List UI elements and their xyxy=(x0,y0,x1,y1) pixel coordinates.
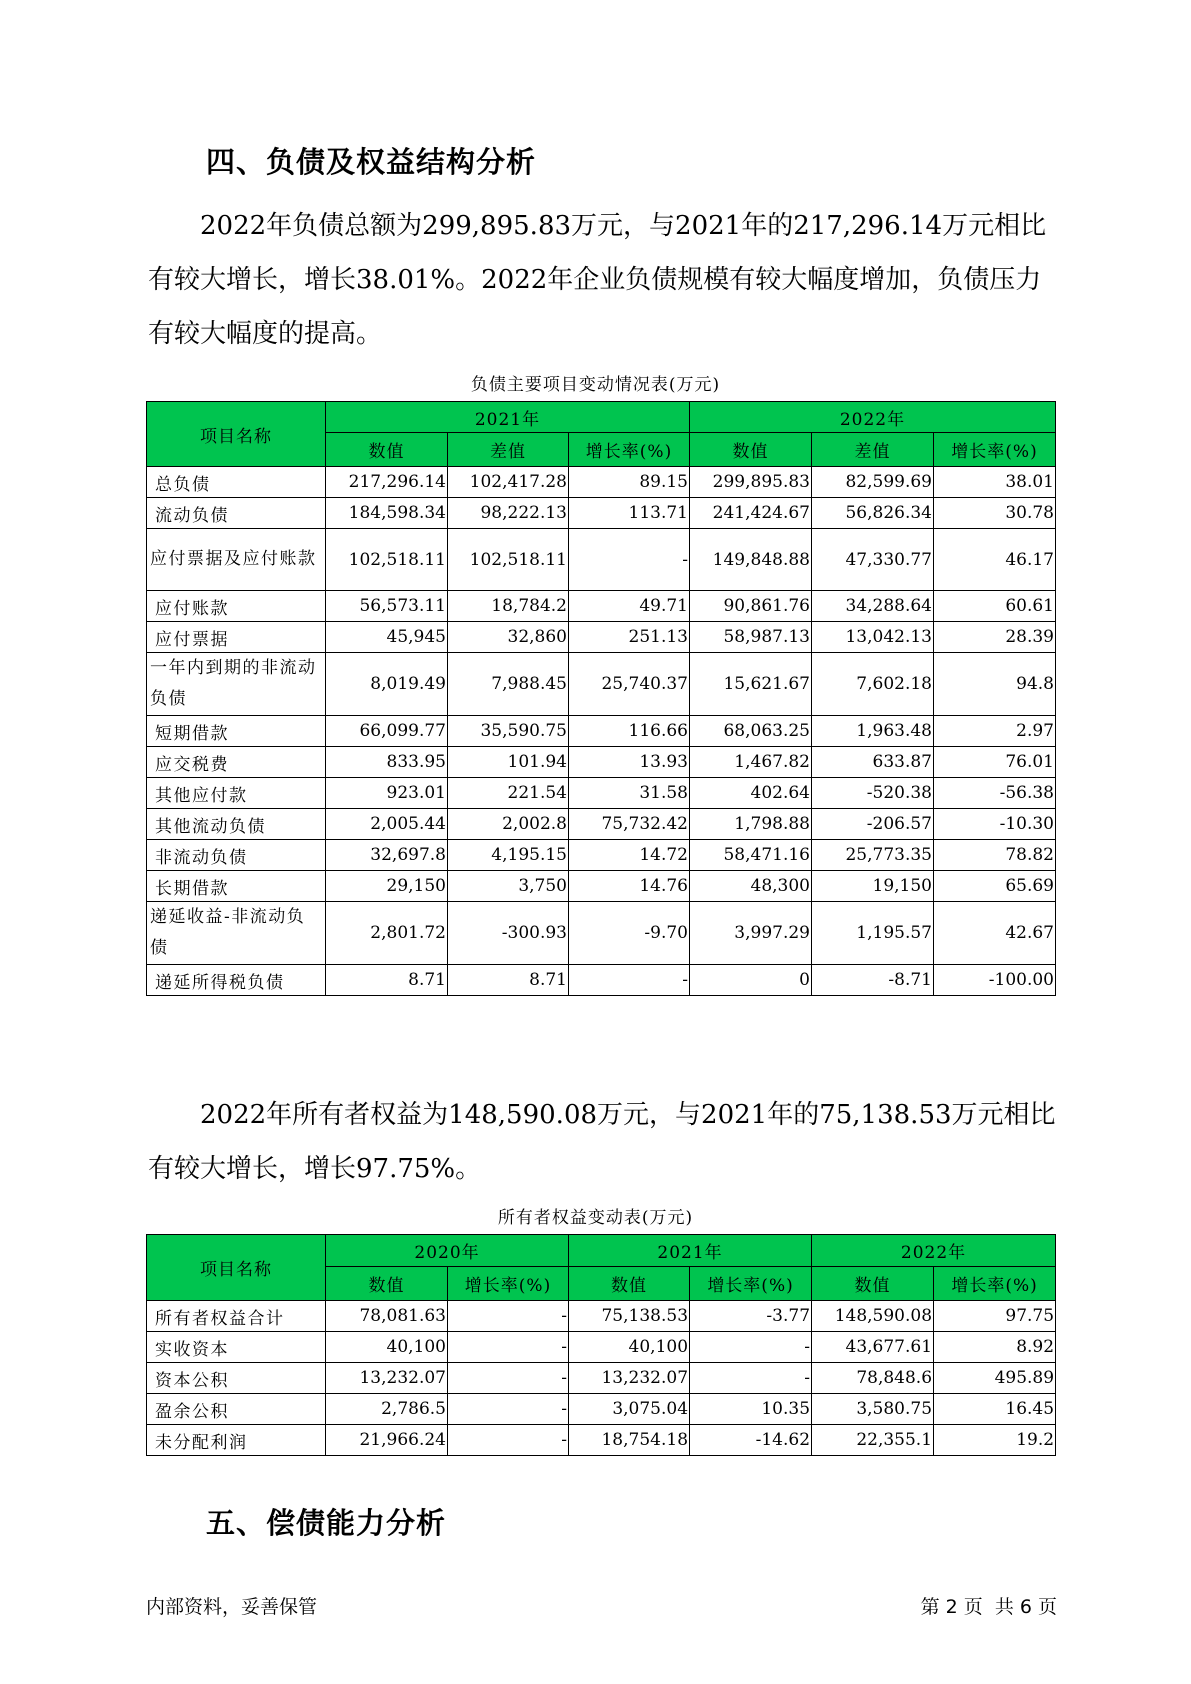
table-row xyxy=(147,1301,1056,1332)
table-cell: -100.00 xyxy=(934,965,1056,996)
table-cell: 22,355.1 xyxy=(812,1425,934,1456)
table-cell: 2,005.44 xyxy=(326,809,448,840)
table-cell: 3,075.04 xyxy=(569,1394,690,1425)
table-cell: 75,732.42 xyxy=(569,809,690,840)
table-cell: 14.72 xyxy=(569,840,690,871)
table-cell: -3.77 xyxy=(690,1301,812,1332)
table-cell: 148,590.08 xyxy=(812,1301,934,1332)
row-label: 递延收益-非流动负债 xyxy=(147,902,326,965)
row-label: 递延所得税负债 xyxy=(147,965,326,996)
table-row xyxy=(147,716,1056,747)
header-item-name: 项目名称 xyxy=(147,402,326,467)
table-row xyxy=(147,498,1056,529)
table-cell: 58,987.13 xyxy=(690,622,812,653)
table-cell: 4,195.15 xyxy=(448,840,569,871)
table-cell: 18,754.18 xyxy=(569,1425,690,1456)
table-cell: 13,232.07 xyxy=(326,1363,448,1394)
row-label: 流动负债 xyxy=(147,498,326,529)
table-cell: 251.13 xyxy=(569,622,690,653)
row-label: 实收资本 xyxy=(147,1332,326,1363)
table-cell: 402.64 xyxy=(690,778,812,809)
table-cell: 0 xyxy=(690,965,812,996)
header-year-2021: 2021年 xyxy=(569,1235,812,1267)
table-cell: 7,602.18 xyxy=(812,653,934,716)
table-cell: 42.67 xyxy=(934,902,1056,965)
table-cell: 113.71 xyxy=(569,498,690,529)
table-cell: 43,677.61 xyxy=(812,1332,934,1363)
table-cell: 13,232.07 xyxy=(569,1363,690,1394)
header-value: 数值 xyxy=(326,433,448,467)
table-cell: 29,150 xyxy=(326,871,448,902)
row-label: 短期借款 xyxy=(147,716,326,747)
table-cell: 116.66 xyxy=(569,716,690,747)
liabilities-table-caption: 负债主要项目变动情况表(万元) xyxy=(470,375,721,395)
table-cell: 89.15 xyxy=(569,467,690,498)
table-cell: 35,590.75 xyxy=(448,716,569,747)
table-row xyxy=(147,747,1056,778)
table-row xyxy=(147,778,1056,809)
equity-paragraph xyxy=(148,1088,1060,1196)
row-label: 其他应付款 xyxy=(147,778,326,809)
table-cell: 16.45 xyxy=(934,1394,1056,1425)
table-cell: 3,750 xyxy=(448,871,569,902)
table-cell: 8.92 xyxy=(934,1332,1056,1363)
table-cell: 21,966.24 xyxy=(326,1425,448,1456)
table-cell: - xyxy=(448,1301,569,1332)
table-cell: - xyxy=(569,965,690,996)
table-cell: 48,300 xyxy=(690,871,812,902)
table-cell: 66,099.77 xyxy=(326,716,448,747)
table-cell: 2,002.8 xyxy=(448,809,569,840)
equity-table-caption: 所有者权益变动表(万元) xyxy=(497,1208,694,1228)
table-cell: 30.78 xyxy=(934,498,1056,529)
table-cell: 101.94 xyxy=(448,747,569,778)
table-row xyxy=(147,1394,1056,1425)
table-row xyxy=(147,965,1056,996)
header-year-2021: 2021年 xyxy=(326,402,690,433)
table-cell: 32,860 xyxy=(448,622,569,653)
table-cell: 102,518.11 xyxy=(448,529,569,591)
table-cell: 56,826.34 xyxy=(812,498,934,529)
table-row xyxy=(147,467,1056,498)
table-row xyxy=(147,1363,1056,1394)
header-year-2022: 2022年 xyxy=(690,402,1056,433)
header-growth: 增长率(%) xyxy=(934,1267,1056,1301)
table-cell: 833.95 xyxy=(326,747,448,778)
table-cell: 68,063.25 xyxy=(690,716,812,747)
table-cell: 45,945 xyxy=(326,622,448,653)
row-label: 未分配利润 xyxy=(147,1425,326,1456)
row-label: 非流动负债 xyxy=(147,840,326,871)
table-row xyxy=(147,902,1056,965)
table-row xyxy=(147,529,1056,591)
table-cell: 31.58 xyxy=(569,778,690,809)
table-cell: -206.57 xyxy=(812,809,934,840)
table-cell: 1,798.88 xyxy=(690,809,812,840)
table-row xyxy=(147,591,1056,622)
table-cell: 8,019.49 xyxy=(326,653,448,716)
table-cell: 75,138.53 xyxy=(569,1301,690,1332)
row-label: 总负债 xyxy=(147,467,326,498)
table-cell: -9.70 xyxy=(569,902,690,965)
table-row xyxy=(147,809,1056,840)
table-cell: 923.01 xyxy=(326,778,448,809)
table-cell: 2,801.72 xyxy=(326,902,448,965)
equity-table xyxy=(146,1234,1056,1456)
table-cell: 34,288.64 xyxy=(812,591,934,622)
liabilities-paragraph-text: 2022年负债总额为299,895.83万元，与2021年的217,296.14万元相比有较大增长，增长38.01%。2022年企业负债规模有较大幅度增加，负债压力有较大幅度的提高。 xyxy=(148,211,1047,349)
table-cell: 78.82 xyxy=(934,840,1056,871)
table-cell: 1,963.48 xyxy=(812,716,934,747)
table-cell: 102,417.28 xyxy=(448,467,569,498)
table-cell: 28.39 xyxy=(934,622,1056,653)
table-cell: 47,330.77 xyxy=(812,529,934,591)
table-cell: 495.89 xyxy=(934,1363,1056,1394)
table-cell: 1,467.82 xyxy=(690,747,812,778)
header-value: 数值 xyxy=(812,1267,934,1301)
table-cell: 98,222.13 xyxy=(448,498,569,529)
row-label: 所有者权益合计 xyxy=(147,1301,326,1332)
table-cell: 184,598.34 xyxy=(326,498,448,529)
table-cell: 19,150 xyxy=(812,871,934,902)
footer-confidential-note: 内部资料，妥善保管 xyxy=(146,1596,318,1618)
section-5-heading: 五、偿债能力分析 xyxy=(206,1506,447,1540)
header-value: 数值 xyxy=(326,1267,448,1301)
header-growth: 增长率(%) xyxy=(934,433,1056,467)
liabilities-table xyxy=(146,401,1056,996)
table-cell: - xyxy=(448,1425,569,1456)
table-cell: 38.01 xyxy=(934,467,1056,498)
table-cell: -56.38 xyxy=(934,778,1056,809)
table-cell: 13,042.13 xyxy=(812,622,934,653)
table-cell: 1,195.57 xyxy=(812,902,934,965)
table-cell: - xyxy=(690,1363,812,1394)
table-row xyxy=(147,1425,1056,1456)
table-cell: 3,997.29 xyxy=(690,902,812,965)
table-cell: 7,988.45 xyxy=(448,653,569,716)
table-cell: - xyxy=(448,1394,569,1425)
table-cell: 18,784.2 xyxy=(448,591,569,622)
table-cell: -300.93 xyxy=(448,902,569,965)
table-cell: 94.8 xyxy=(934,653,1056,716)
table-cell: - xyxy=(448,1332,569,1363)
header-diff: 差值 xyxy=(448,433,569,467)
row-label: 其他流动负债 xyxy=(147,809,326,840)
table-row xyxy=(147,653,1056,716)
table-cell: 40,100 xyxy=(569,1332,690,1363)
header-year-2022: 2022年 xyxy=(812,1235,1056,1267)
row-label: 资本公积 xyxy=(147,1363,326,1394)
table-cell: 241,424.67 xyxy=(690,498,812,529)
table-cell: -10.30 xyxy=(934,809,1056,840)
table-cell: 90,861.76 xyxy=(690,591,812,622)
row-label: 应付票据 xyxy=(147,622,326,653)
header-growth: 增长率(%) xyxy=(690,1267,812,1301)
table-cell: 25,740.37 xyxy=(569,653,690,716)
table-row xyxy=(147,622,1056,653)
table-cell: 46.17 xyxy=(934,529,1056,591)
table-cell: 10.35 xyxy=(690,1394,812,1425)
table-cell: 633.87 xyxy=(812,747,934,778)
table-cell: 56,573.11 xyxy=(326,591,448,622)
liabilities-paragraph xyxy=(148,199,1060,361)
row-label: 应付账款 xyxy=(147,591,326,622)
table-cell: 102,518.11 xyxy=(326,529,448,591)
row-label: 盈余公积 xyxy=(147,1394,326,1425)
table-cell: 25,773.35 xyxy=(812,840,934,871)
table-row xyxy=(147,871,1056,902)
footer-page-number: 第 2 页 共 6 页 xyxy=(920,1596,1057,1618)
table-cell: 149,848.88 xyxy=(690,529,812,591)
table-cell: 32,697.8 xyxy=(326,840,448,871)
row-label: 应交税费 xyxy=(147,747,326,778)
table-cell: 8.71 xyxy=(448,965,569,996)
table-cell: -8.71 xyxy=(812,965,934,996)
header-year-2020: 2020年 xyxy=(326,1235,569,1267)
table-cell: 2,786.5 xyxy=(326,1394,448,1425)
table-cell: 78,081.63 xyxy=(326,1301,448,1332)
table-cell: 58,471.16 xyxy=(690,840,812,871)
equity-paragraph-text: 2022年所有者权益为148,590.08万元，与2021年的75,138.53万元相比有较大增长，增长97.75%。 xyxy=(148,1100,1056,1184)
table-cell: -520.38 xyxy=(812,778,934,809)
table-cell: 82,599.69 xyxy=(812,467,934,498)
section-4-heading: 四、负债及权益结构分析 xyxy=(206,145,537,179)
table-cell: 76.01 xyxy=(934,747,1056,778)
header-value: 数值 xyxy=(569,1267,690,1301)
table-cell: -14.62 xyxy=(690,1425,812,1456)
table-cell: 14.76 xyxy=(569,871,690,902)
table-cell: 13.93 xyxy=(569,747,690,778)
table-cell: 2.97 xyxy=(934,716,1056,747)
table-cell: - xyxy=(448,1363,569,1394)
table-row xyxy=(147,1332,1056,1363)
row-label: 一年内到期的非流动负债 xyxy=(147,653,326,716)
table-cell: 217,296.14 xyxy=(326,467,448,498)
row-label: 应付票据及应付账款 xyxy=(147,529,326,591)
table-cell: 49.71 xyxy=(569,591,690,622)
header-growth: 增长率(%) xyxy=(448,1267,569,1301)
header-item-name: 项目名称 xyxy=(147,1235,326,1301)
header-diff: 差值 xyxy=(812,433,934,467)
table-cell: - xyxy=(690,1332,812,1363)
table-row xyxy=(147,840,1056,871)
header-value: 数值 xyxy=(690,433,812,467)
table-cell: 3,580.75 xyxy=(812,1394,934,1425)
table-cell: 97.75 xyxy=(934,1301,1056,1332)
table-cell: 65.69 xyxy=(934,871,1056,902)
table-cell: 15,621.67 xyxy=(690,653,812,716)
table-cell: 19.2 xyxy=(934,1425,1056,1456)
table-cell: 299,895.83 xyxy=(690,467,812,498)
header-growth: 增长率(%) xyxy=(569,433,690,467)
table-cell: 60.61 xyxy=(934,591,1056,622)
table-cell: 221.54 xyxy=(448,778,569,809)
row-label: 长期借款 xyxy=(147,871,326,902)
table-cell: - xyxy=(569,529,690,591)
table-cell: 40,100 xyxy=(326,1332,448,1363)
table-cell: 8.71 xyxy=(326,965,448,996)
table-cell: 78,848.6 xyxy=(812,1363,934,1394)
